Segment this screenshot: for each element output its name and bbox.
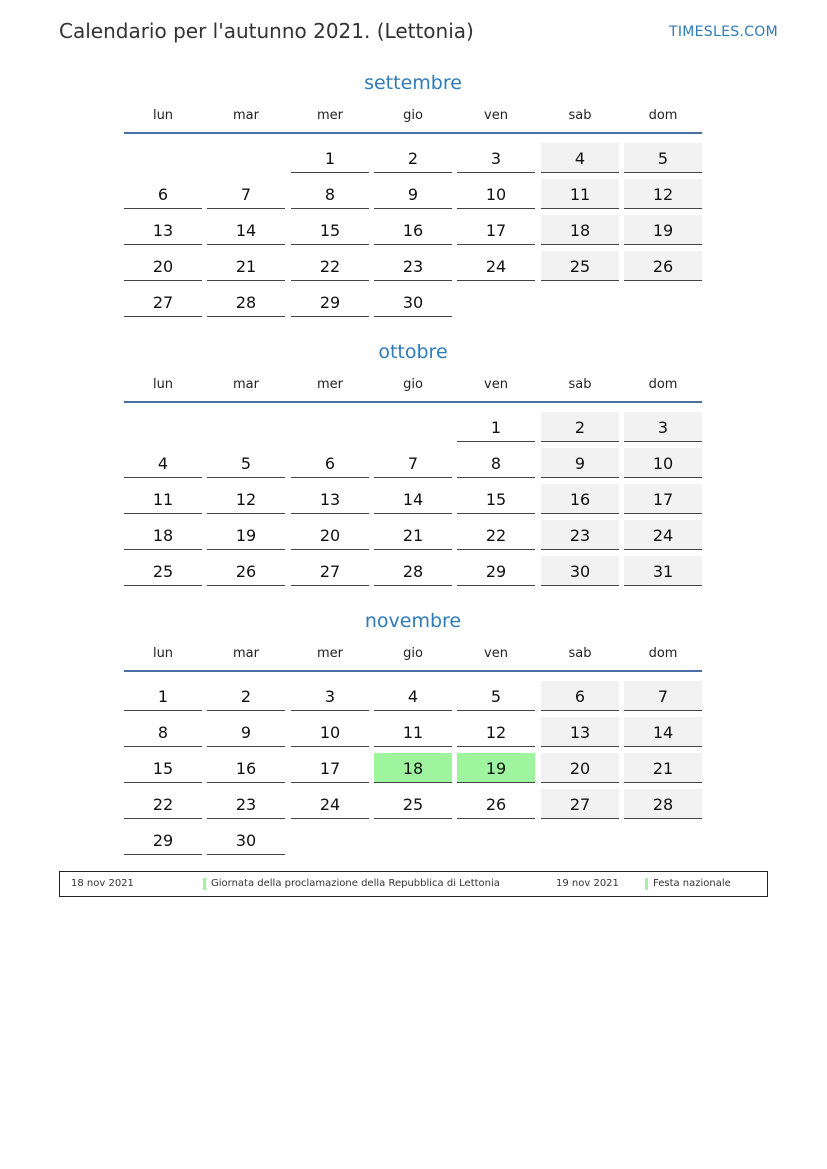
weekday-label: ven <box>484 108 508 123</box>
weekday-label: mar <box>233 108 259 123</box>
legend-marker-icon <box>645 878 648 890</box>
day-cell: 21 <box>207 251 285 281</box>
month-title: settembre <box>364 72 462 94</box>
day-cell: 27 <box>291 556 369 586</box>
holiday-legend <box>59 871 768 897</box>
day-cell: 23 <box>207 789 285 819</box>
day-cell: 18 <box>124 520 202 550</box>
day-cell: 7 <box>374 448 452 478</box>
day-cell: 22 <box>457 520 535 550</box>
day-cell: 16 <box>541 484 619 514</box>
day-cell: 1 <box>457 412 535 442</box>
day-cell: 12 <box>207 484 285 514</box>
weekday-label: dom <box>648 108 678 123</box>
day-cell: 13 <box>291 484 369 514</box>
day-cell: 18 <box>374 753 452 783</box>
day-cell: 31 <box>624 556 702 586</box>
day-cell: 2 <box>207 681 285 711</box>
weekday-label: gio <box>403 377 423 392</box>
weekday-label: mer <box>316 108 343 123</box>
day-cell: 4 <box>374 681 452 711</box>
day-cell: 20 <box>124 251 202 281</box>
day-cell: 8 <box>457 448 535 478</box>
day-cell: 5 <box>457 681 535 711</box>
weekday-label: mar <box>233 646 259 661</box>
day-cell: 5 <box>624 143 702 173</box>
legend-date-2: 19 nov 2021 <box>556 878 619 889</box>
day-cell: 24 <box>624 520 702 550</box>
day-cell: 8 <box>291 179 369 209</box>
month-title: ottobre <box>378 341 448 363</box>
day-cell: 10 <box>624 448 702 478</box>
day-cell: 3 <box>291 681 369 711</box>
day-cell: 6 <box>541 681 619 711</box>
day-cell: 20 <box>291 520 369 550</box>
day-cell: 29 <box>457 556 535 586</box>
day-cell: 25 <box>541 251 619 281</box>
day-cell: 21 <box>374 520 452 550</box>
day-cell: 4 <box>124 448 202 478</box>
day-cell: 26 <box>624 251 702 281</box>
weekday-label: gio <box>403 646 423 661</box>
day-cell: 24 <box>291 789 369 819</box>
day-cell: 6 <box>124 179 202 209</box>
day-cell: 12 <box>457 717 535 747</box>
day-cell: 4 <box>541 143 619 173</box>
day-cell: 17 <box>291 753 369 783</box>
day-cell: 30 <box>374 287 452 317</box>
day-cell: 19 <box>457 753 535 783</box>
day-cell: 10 <box>291 717 369 747</box>
day-cell: 28 <box>374 556 452 586</box>
weekday-label: dom <box>648 377 678 392</box>
weekday-label: dom <box>648 646 678 661</box>
day-cell: 3 <box>457 143 535 173</box>
day-cell: 30 <box>541 556 619 586</box>
day-cell: 9 <box>541 448 619 478</box>
day-cell: 7 <box>624 681 702 711</box>
weekday-label: lun <box>152 377 174 392</box>
weekday-header-row <box>124 108 702 124</box>
day-cell: 3 <box>624 412 702 442</box>
day-cell: 26 <box>207 556 285 586</box>
day-cell: 29 <box>291 287 369 317</box>
day-cell: 11 <box>541 179 619 209</box>
day-cell: 7 <box>207 179 285 209</box>
month-title: novembre <box>364 610 462 632</box>
day-cell: 12 <box>624 179 702 209</box>
day-cell: 1 <box>124 681 202 711</box>
day-cell: 9 <box>207 717 285 747</box>
day-cell: 13 <box>541 717 619 747</box>
day-cell: 28 <box>624 789 702 819</box>
day-cell: 27 <box>124 287 202 317</box>
weekday-label: ven <box>484 646 508 661</box>
weekday-label: ven <box>484 377 508 392</box>
day-cell: 19 <box>624 215 702 245</box>
day-cell: 14 <box>624 717 702 747</box>
day-cell: 14 <box>207 215 285 245</box>
weekday-header-row <box>124 646 702 662</box>
brand-link[interactable]: TIMESLES.COM <box>669 24 778 40</box>
header-divider <box>124 132 702 134</box>
page-title: Calendario per l'autunno 2021. (Lettonia) <box>59 19 474 43</box>
day-cell: 25 <box>124 556 202 586</box>
day-cell: 15 <box>291 215 369 245</box>
weekday-label: sab <box>568 108 592 123</box>
day-cell: 10 <box>457 179 535 209</box>
day-cell: 28 <box>207 287 285 317</box>
day-cell: 5 <box>207 448 285 478</box>
legend-date-1: 18 nov 2021 <box>71 878 134 889</box>
day-cell: 16 <box>374 215 452 245</box>
day-cell: 1 <box>291 143 369 173</box>
day-cell: 2 <box>374 143 452 173</box>
day-cell: 22 <box>124 789 202 819</box>
weekday-label: mar <box>233 377 259 392</box>
day-cell: 22 <box>291 251 369 281</box>
day-cell: 8 <box>124 717 202 747</box>
day-cell: 16 <box>207 753 285 783</box>
legend-marker-icon <box>203 878 206 890</box>
weekday-label: sab <box>568 377 592 392</box>
day-cell: 30 <box>207 825 285 855</box>
header-divider <box>124 670 702 672</box>
weekday-label: mer <box>316 377 343 392</box>
day-cell: 17 <box>624 484 702 514</box>
weekday-header-row <box>124 377 702 393</box>
day-cell: 19 <box>207 520 285 550</box>
weekday-label: gio <box>403 108 423 123</box>
day-cell: 2 <box>541 412 619 442</box>
day-cell: 14 <box>374 484 452 514</box>
day-cell: 18 <box>541 215 619 245</box>
day-cell: 21 <box>624 753 702 783</box>
weekday-label: lun <box>152 646 174 661</box>
day-cell: 11 <box>374 717 452 747</box>
day-cell: 13 <box>124 215 202 245</box>
day-cell: 15 <box>457 484 535 514</box>
day-cell: 11 <box>124 484 202 514</box>
legend-label-1: Giornata della proclamazione della Repubblica di Lettonia <box>211 878 500 889</box>
day-cell: 24 <box>457 251 535 281</box>
day-cell: 26 <box>457 789 535 819</box>
day-cell: 9 <box>374 179 452 209</box>
day-cell: 27 <box>541 789 619 819</box>
day-cell: 17 <box>457 215 535 245</box>
day-cell: 15 <box>124 753 202 783</box>
weekday-label: mer <box>316 646 343 661</box>
day-cell: 20 <box>541 753 619 783</box>
header-divider <box>124 401 702 403</box>
day-cell: 6 <box>291 448 369 478</box>
day-cell: 29 <box>124 825 202 855</box>
day-cell: 23 <box>541 520 619 550</box>
weekday-label: sab <box>568 646 592 661</box>
day-cell: 25 <box>374 789 452 819</box>
day-cell: 23 <box>374 251 452 281</box>
legend-label-2: Festa nazionale <box>653 878 731 889</box>
weekday-label: lun <box>152 108 174 123</box>
